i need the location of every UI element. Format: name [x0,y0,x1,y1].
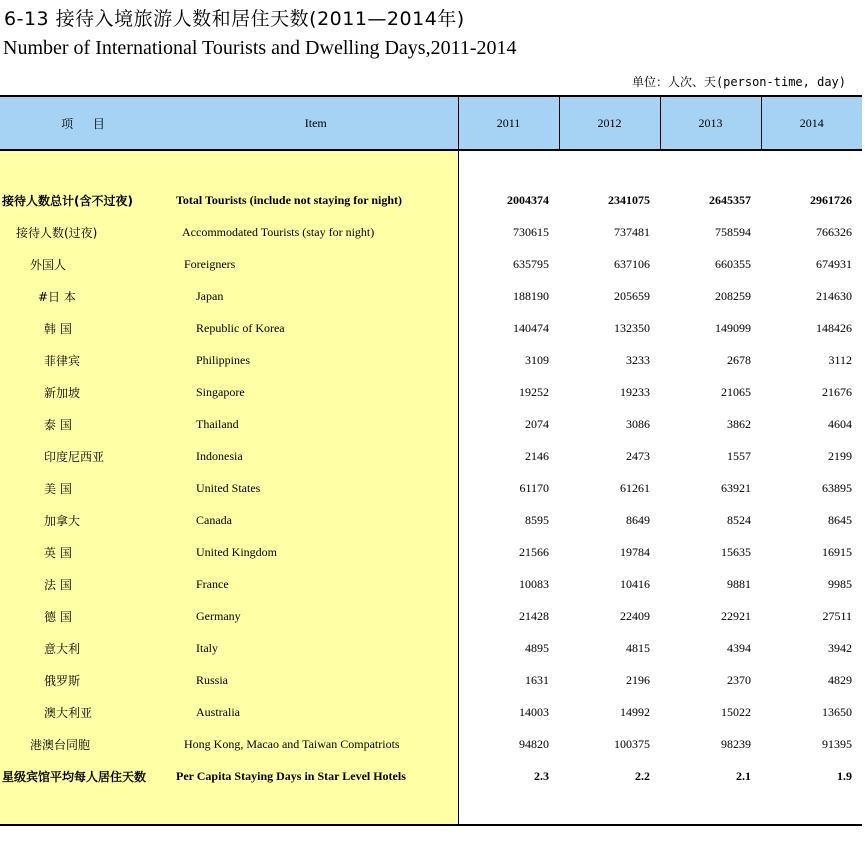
value-cell-2012: 132350 [614,320,650,335]
tourists-table [0,95,862,826]
value-cell-2011: 21428 [519,608,549,623]
value-cell-2014: 63895 [822,480,852,495]
row-label-cn: 法 国 [0,568,174,600]
row-label-en: Foreigners [174,248,458,280]
value-cell-2011: 14003 [519,704,549,719]
row-label-cn: 外国人 [0,248,174,280]
row-label-cn: 德 国 [0,600,174,632]
value-cell-2011: 635795 [513,256,549,271]
value-cell-2013: 2370 [727,672,751,687]
value-cell-2013: 3862 [727,416,751,431]
unit-label: 单位：人次、天(person-time, day) [631,75,846,89]
value-cell-2011: 4895 [525,640,549,655]
table-row [0,280,862,312]
row-label-en: Republic of Korea [174,312,458,344]
statistics-table-container [0,95,862,826]
row-label-en: France [174,568,458,600]
header-year-2013: 2013 [660,96,761,150]
table-row [0,472,862,504]
value-cell-2013: 208259 [715,288,751,303]
value-cell-2014: 4829 [828,672,852,687]
header-item-cn: 项 目 [0,96,174,150]
row-label-cn: 新加坡 [0,376,174,408]
value-cell-2013: 15022 [721,704,751,719]
row-label-en: Italy [174,632,458,664]
table-row [0,440,862,472]
value-cell-2014: 2961726 [810,192,852,207]
value-cell-2013: 758594 [715,224,751,239]
row-label-cn: 俄罗斯 [0,664,174,696]
page-title-english: Number of International Tourists and Dwelling Days,2011-2014 [3,37,517,59]
row-label-cn: 澳大利亚 [0,696,174,728]
table-row [0,728,862,760]
value-cell-2012: 2341075 [608,192,650,207]
row-label-en: Thailand [174,408,458,440]
value-cell-2012: 3086 [626,416,650,431]
value-cell-2011: 3109 [525,352,549,367]
row-label-en: Accommodated Tourists (stay for night) [174,216,458,248]
row-label-en: Germany [174,600,458,632]
row-label-en: Australia [174,696,458,728]
row-label-en: Japan [174,280,458,312]
row-label-cn: 接待人数(过夜) [0,216,174,248]
value-cell-2012: 100375 [614,736,650,751]
value-cell-2012: 8649 [626,512,650,527]
row-label-en: United States [174,472,458,504]
table-row [0,696,862,728]
row-label-en: United Kingdom [174,536,458,568]
row-label-en: Total Tourists (include not staying for night) [174,184,458,216]
value-cell-2014: 13650 [822,704,852,719]
row-label-en: Indonesia [174,440,458,472]
value-cell-2012: 3233 [626,352,650,367]
row-label-cn: 印度尼西亚 [0,440,174,472]
value-cell-2014: 21676 [822,384,852,399]
row-label-cn: 菲律宾 [0,344,174,376]
value-cell-2013: 15635 [721,544,751,559]
value-cell-2013: 2678 [727,352,751,367]
value-cell-2014: 1.9 [837,768,852,783]
row-label-cn: 泰 国 [0,408,174,440]
value-cell-2012: 737481 [614,224,650,239]
table-row [0,664,862,696]
value-cell-2012: 19233 [620,384,650,399]
table-row [0,216,862,248]
row-label-cn: 加拿大 [0,504,174,536]
value-cell-2014: 3942 [828,640,852,655]
header-year-2012: 2012 [559,96,660,150]
value-cell-2013: 21065 [721,384,751,399]
table-bottom-row [0,792,862,825]
value-cell-2013: 98239 [721,736,751,751]
value-cell-2011: 730615 [513,224,549,239]
row-label-cn: 港澳台同胞 [0,728,174,760]
row-label-cn: 意大利 [0,632,174,664]
value-cell-2011: 188190 [513,288,549,303]
value-cell-2014: 8645 [828,512,852,527]
table-row [0,344,862,376]
value-cell-2014: 2199 [828,448,852,463]
value-cell-2014: 674931 [816,256,852,271]
row-label-en: Russia [174,664,458,696]
value-cell-2011: 2146 [525,448,549,463]
header-item-en: Item [174,96,458,150]
row-label-cn: 英 国 [0,536,174,568]
table-row [0,632,862,664]
value-cell-2013: 4394 [727,640,751,655]
value-cell-2011: 10083 [519,576,549,591]
value-cell-2011: 94820 [519,736,549,751]
table-row [0,568,862,600]
row-label-cn: #日 本 [0,280,174,312]
value-cell-2014: 4604 [828,416,852,431]
value-cell-2012: 2196 [626,672,650,687]
value-cell-2014: 9985 [828,576,852,591]
value-cell-2014: 214630 [816,288,852,303]
value-cell-2013: 9881 [727,576,751,591]
row-label-cn: 美 国 [0,472,174,504]
value-cell-2012: 2473 [626,448,650,463]
table-row [0,408,862,440]
value-cell-2011: 19252 [519,384,549,399]
value-cell-2011: 8595 [525,512,549,527]
value-cell-2011: 2074 [525,416,549,431]
value-cell-2012: 205659 [614,288,650,303]
value-cell-2011: 61170 [519,480,549,495]
page-title-chinese: 6-13 接待入境旅游人数和居住天数(2011—2014年) [4,8,465,30]
value-cell-2013: 1557 [727,448,751,463]
value-cell-2013: 2645357 [709,192,751,207]
row-label-en: Philippines [174,344,458,376]
header-year-2011: 2011 [458,96,559,150]
value-cell-2013: 22921 [721,608,751,623]
value-cell-2014: 3112 [828,352,852,367]
row-label-cn: 接待人数总计(含不过夜) [0,184,174,216]
row-label-cn: 星级宾馆平均每人居住天数 [0,760,174,792]
table-row [0,760,862,792]
row-label-en: Canada [174,504,458,536]
value-cell-2013: 8524 [727,512,751,527]
value-cell-2013: 660355 [715,256,751,271]
value-cell-2014: 766326 [816,224,852,239]
value-cell-2011: 2004374 [507,192,549,207]
header-year-2014: 2014 [761,96,862,150]
table-row [0,376,862,408]
value-cell-2014: 148426 [816,320,852,335]
value-cell-2012: 637106 [614,256,650,271]
value-cell-2012: 14992 [620,704,650,719]
table-header-row [0,96,862,150]
value-cell-2014: 27511 [822,608,852,623]
row-label-cn: 韩 国 [0,312,174,344]
value-cell-2011: 2.3 [534,768,549,783]
value-cell-2013: 2.1 [736,768,751,783]
table-body [0,150,862,825]
value-cell-2011: 140474 [513,320,549,335]
table-row [0,504,862,536]
value-cell-2012: 61261 [620,480,650,495]
value-cell-2013: 149099 [715,320,751,335]
row-label-en: Hong Kong, Macao and Taiwan Compatriots [174,728,458,760]
spacer-row [0,150,862,184]
row-label-en: Per Capita Staying Days in Star Level Hotels [174,760,458,792]
value-cell-2013: 63921 [721,480,751,495]
value-cell-2012: 10416 [620,576,650,591]
table-row [0,536,862,568]
table-row [0,248,862,280]
value-cell-2012: 22409 [620,608,650,623]
value-cell-2011: 21566 [519,544,549,559]
table-row [0,600,862,632]
row-label-en: Singapore [174,376,458,408]
value-cell-2012: 2.2 [635,768,650,783]
value-cell-2014: 91395 [822,736,852,751]
value-cell-2012: 19784 [620,544,650,559]
value-cell-2014: 16915 [822,544,852,559]
table-row [0,312,862,344]
value-cell-2011: 1631 [525,672,549,687]
table-row [0,184,862,216]
value-cell-2012: 4815 [626,640,650,655]
